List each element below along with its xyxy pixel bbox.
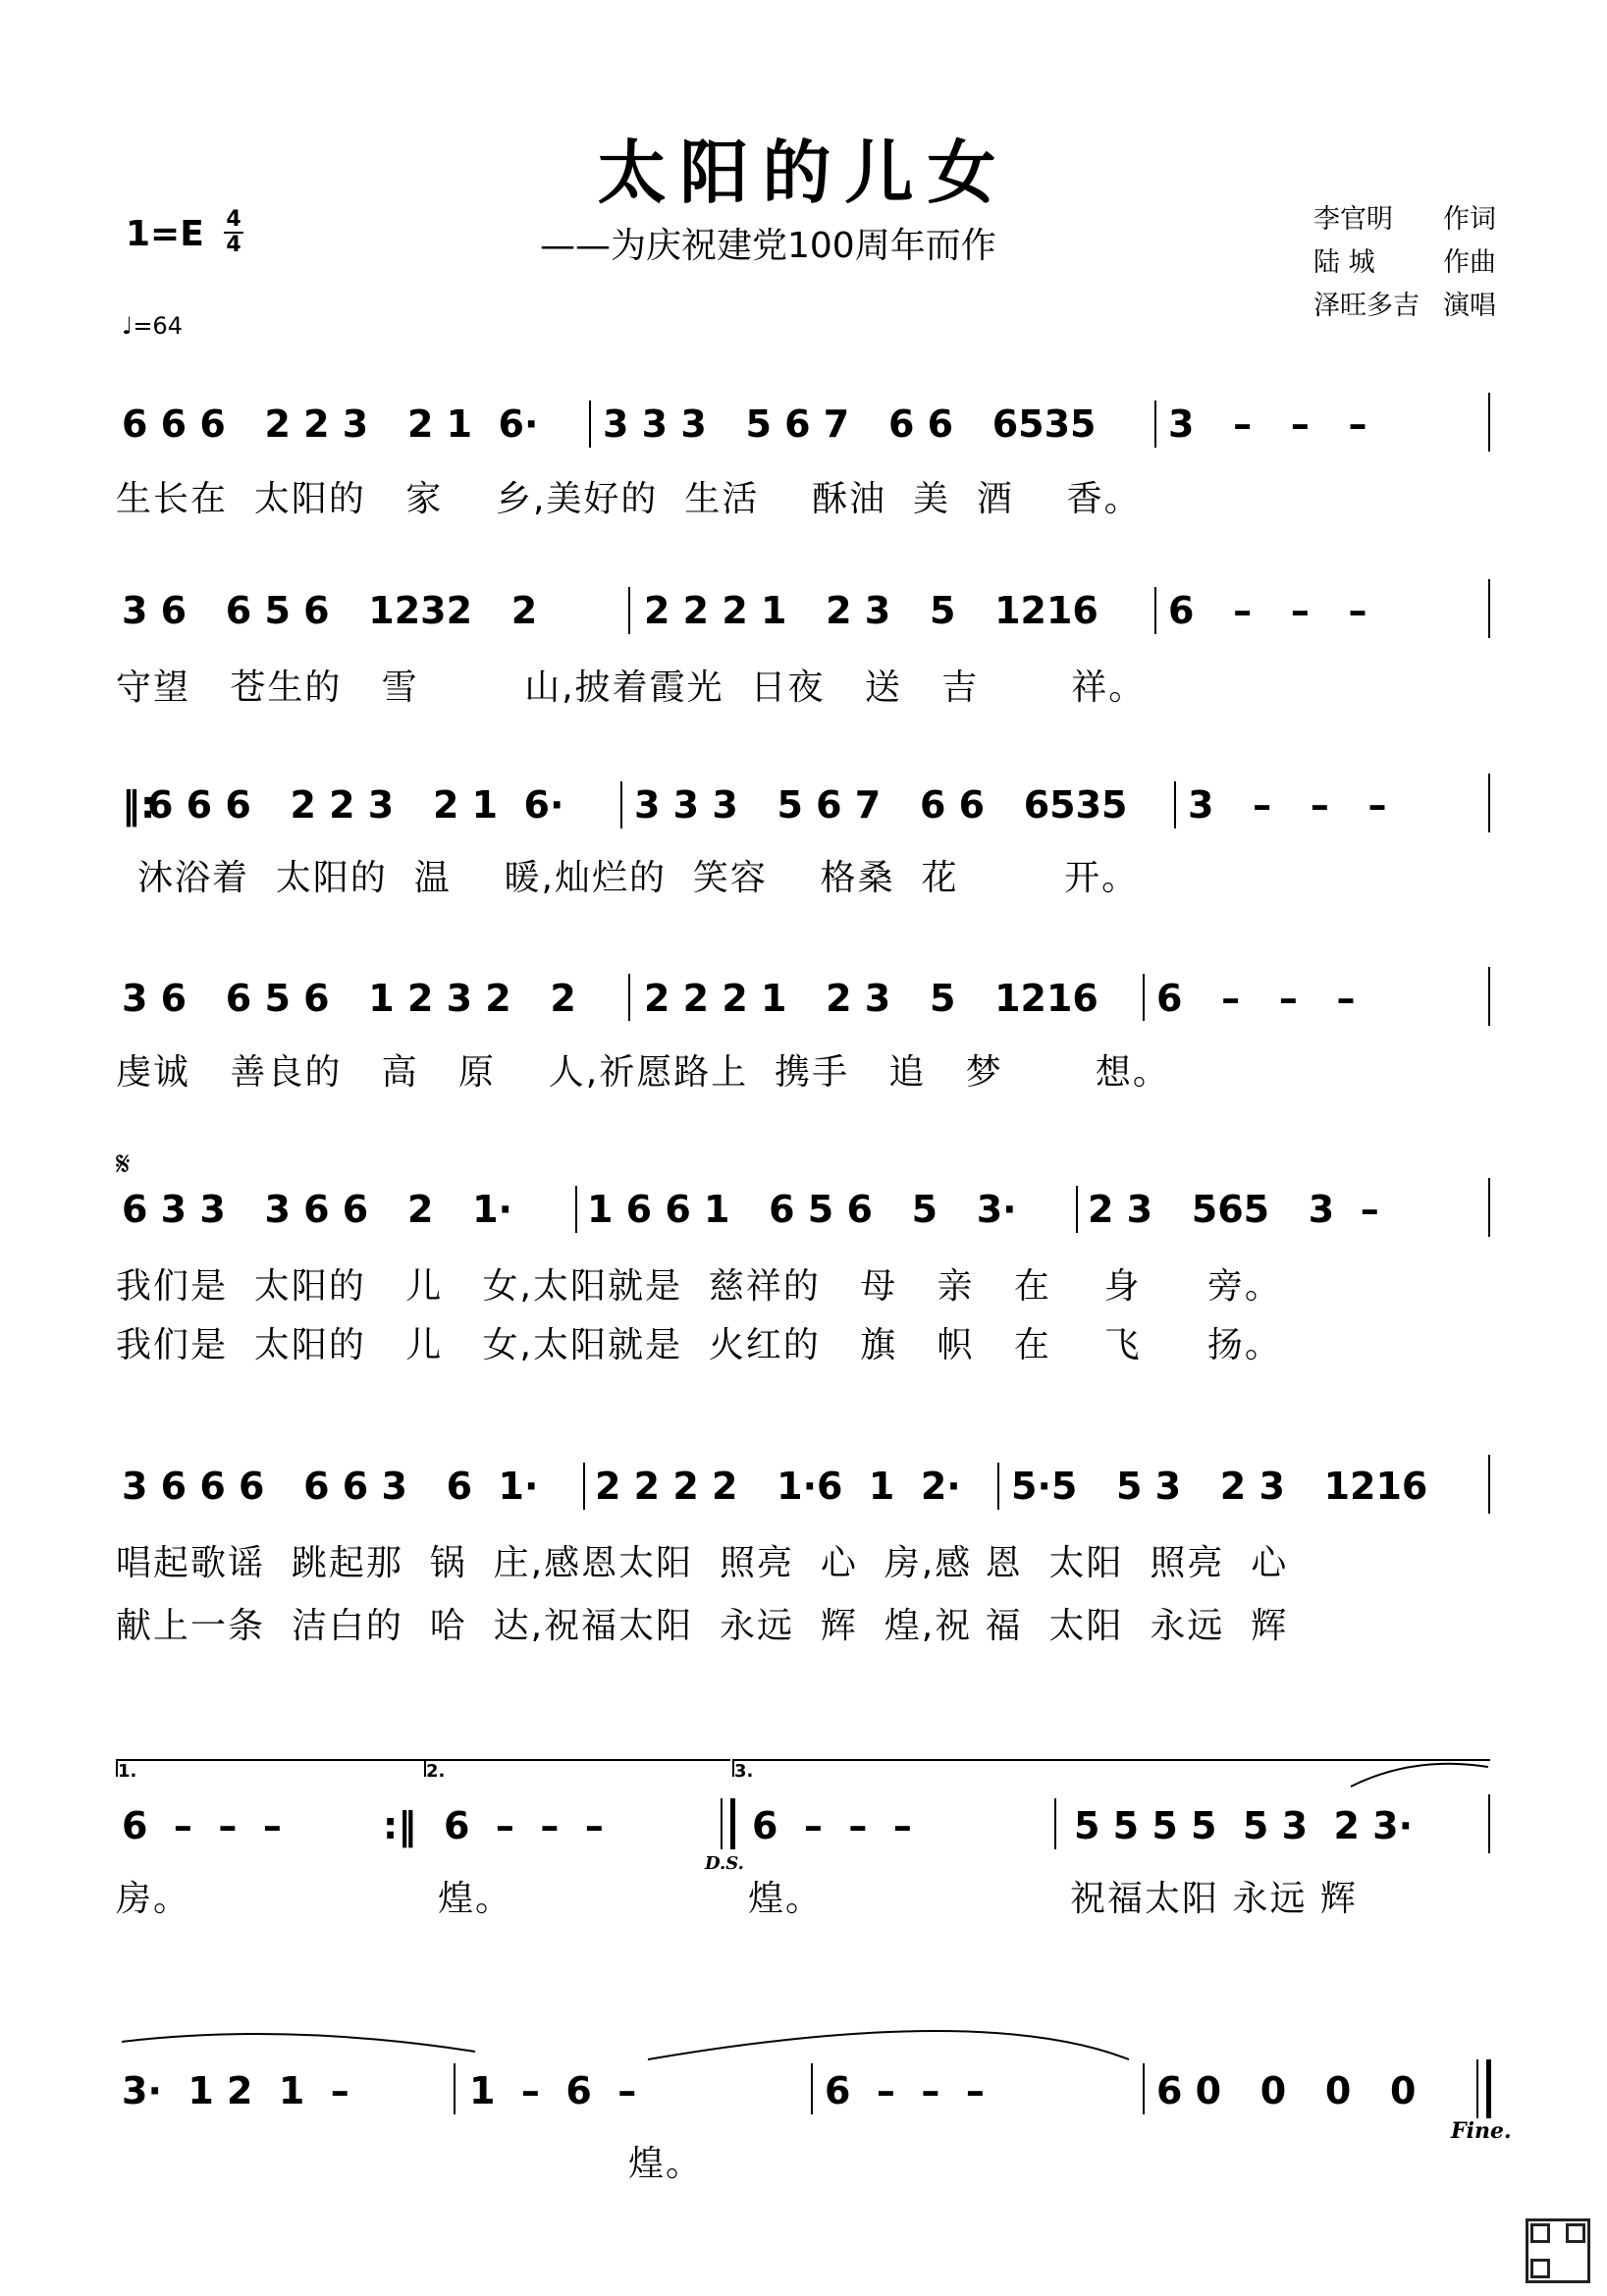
time-bottom: 4 — [226, 233, 241, 257]
measure-notes: 2 3 565 3 – — [1088, 1188, 1379, 1231]
lyric-line: 沐浴着 太阳的 温 暖,灿烂的 笑容 格桑 花 开。 — [137, 858, 1140, 898]
subtitle: ——为庆祝建党100周年而作 — [540, 226, 996, 266]
qr-code — [1526, 2218, 1590, 2283]
measure-notes: 2 2 2 1 2 3 5 1216 — [644, 977, 1098, 1020]
lyric-line: 煌。 — [748, 1879, 824, 1919]
repeat-start: ‖: — [122, 783, 156, 827]
measure-notes: 6 – – – — [825, 2069, 985, 2112]
page-title: 太阳的儿女 — [597, 133, 1010, 213]
measure-notes: 5·5 5 3 2 3 1216 — [1011, 1465, 1428, 1508]
time-top: 4 — [226, 207, 241, 232]
measure-notes: 3 6 6 5 6 1232 2 — [122, 589, 538, 632]
repeat-end: :‖ — [383, 1804, 417, 1847]
credit-name: 陆 城 — [1313, 247, 1375, 278]
lyric-line: 房。 — [116, 1879, 191, 1919]
measure-notes: 6 – – – — [444, 1804, 604, 1847]
lyric-line: 祝福太阳 永远 辉 — [1070, 1879, 1358, 1919]
lyric-line: 煌。 — [438, 1879, 513, 1919]
measure-notes: 3 6 6 6 6 6 3 6 1· — [122, 1465, 539, 1508]
credit-role: 作词 — [1443, 204, 1496, 235]
lyric-line: 守望 苍生的 雪 山,披着霞光 日夜 送 吉 祥。 — [116, 667, 1147, 708]
lyric-line: 我们是 太阳的 儿 女,太阳就是 慈祥的 母 亲 在 身 旁。 — [116, 1266, 1282, 1307]
measure-notes: 3· 1 2 1 – — [122, 2069, 349, 2112]
measure-notes: 1 – 6 – — [469, 2069, 637, 2112]
measure-notes: 6 3 3 3 6 6 2 1· — [122, 1188, 512, 1231]
credit-role: 演唱 — [1443, 291, 1496, 321]
measure-notes: 6 – – – — [1168, 589, 1367, 632]
measure-notes: 3 3 3 5 6 7 6 6 6535 — [603, 402, 1097, 446]
volta-1: 1. — [116, 1759, 424, 1777]
credit-name: 泽旺多吉 — [1313, 291, 1420, 321]
measure-notes: 6 6 6 2 2 3 2 1 6· — [122, 402, 539, 446]
ds-mark: D.S. — [705, 1853, 744, 1874]
measure-notes: 6 – – – — [1156, 977, 1356, 1020]
measure-notes: 2 2 2 1 2 3 5 1216 — [644, 589, 1098, 632]
lyric-line: 我们是 太阳的 儿 女,太阳就是 火红的 旗 帜 在 飞 扬。 — [116, 1325, 1282, 1365]
volta-3: 3. — [732, 1759, 1490, 1777]
measure-notes: 6 0 0 0 0 — [1156, 2069, 1417, 2112]
measure-notes: 6 – – – — [122, 1804, 282, 1847]
lyric-line: 唱起歌谣 跳起那 锅 庄,感恩太阳 照亮 心 房,感 恩 太阳 照亮 心 — [116, 1543, 1289, 1583]
measure-notes: 3 3 3 5 6 7 6 6 6535 — [634, 783, 1128, 827]
lyric-line: 煌。 — [628, 2144, 704, 2184]
volta-2: 2. — [424, 1759, 730, 1777]
measure-notes: 6 6 6 2 2 3 2 1 6· — [147, 783, 564, 827]
segno-mark: 𝄋 — [116, 1145, 131, 1184]
measure-notes: 3 6 6 5 6 1 2 3 2 2 — [122, 977, 576, 1020]
credit-role: 作曲 — [1443, 247, 1496, 278]
measure-notes: 6 – – – — [752, 1804, 912, 1847]
lyric-line: 生长在 太阳的 家 乡,美好的 生活 酥油 美 酒 香。 — [116, 479, 1142, 519]
measure-notes: 3 – – – — [1188, 783, 1387, 827]
measure-notes: 1 6 6 1 6 5 6 5 3· — [587, 1188, 1017, 1231]
measure-notes: 5 5 5 5 5 3 2 3· — [1074, 1804, 1414, 1847]
measure-notes: 3 – – – — [1168, 402, 1367, 446]
key-signature: 1=E — [126, 214, 204, 254]
tempo-marking: ♩=64 — [122, 312, 183, 340]
credit-name: 李官明 — [1313, 204, 1393, 235]
fine-mark: Fine. — [1451, 2118, 1512, 2144]
lyric-line: 虔诚 善良的 高 原 人,祈愿路上 携手 追 梦 想。 — [116, 1052, 1170, 1093]
measure-notes: 2 2 2 2 1·6 1 2· — [595, 1465, 961, 1508]
lyric-line: 献上一条 洁白的 哈 达,祝福太阳 永远 辉 煌,祝 福 太阳 永远 辉 — [116, 1606, 1289, 1646]
